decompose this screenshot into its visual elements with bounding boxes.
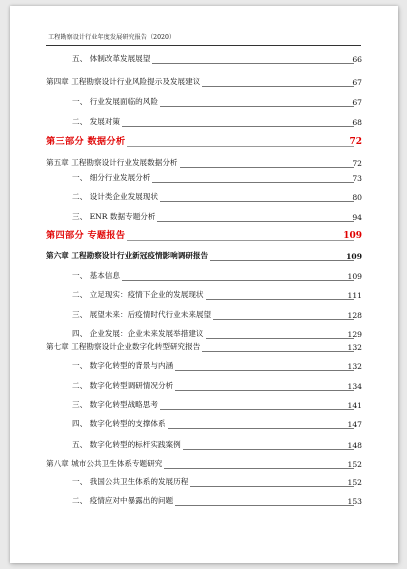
toc-entry-title: 三、 ENR 数据专题分析 — [72, 212, 156, 221]
toc-page-number: 111 — [347, 291, 362, 300]
toc-entry-title: 一、 基本信息 — [72, 271, 120, 280]
toc-entry-title: 第三部分 数据分析 — [46, 133, 127, 147]
toc-chapter-entry[interactable] — [10, 158, 398, 170]
toc-page-number: 94 — [352, 213, 362, 222]
toc-section-entry[interactable] — [10, 117, 398, 129]
toc-page-number: 129 — [347, 330, 362, 339]
toc-entry-title: 三、 数字化转型战略思考 — [72, 400, 158, 409]
toc-page-number: 73 — [352, 174, 362, 183]
toc-chapter-entry[interactable] — [10, 459, 398, 471]
toc-section-entry[interactable] — [10, 271, 398, 283]
toc-entry-title: 三、 展望未来：后疫情时代行业未来展望 — [72, 310, 212, 319]
toc-page-number: 80 — [352, 193, 362, 202]
toc-chapter-entry[interactable] — [10, 77, 398, 89]
toc-entry-title: 二、 发展对策 — [72, 117, 120, 126]
toc-page-number: 132 — [347, 362, 362, 371]
toc-page-number: 132 — [347, 343, 362, 352]
toc-section-entry[interactable] — [10, 400, 398, 412]
toc-entry-title: 第八章 城市公共卫生体系专题研究 — [46, 459, 163, 468]
toc-page-number: 109 — [347, 272, 362, 281]
toc-entry-title: 二、 设计类企业发展现状 — [72, 192, 158, 201]
toc-section-entry[interactable] — [10, 97, 398, 109]
toc-entry-title: 一、 细分行业发展分析 — [72, 173, 151, 182]
toc-section-entry[interactable] — [10, 381, 398, 393]
toc-section-entry[interactable] — [10, 361, 398, 373]
document-page — [10, 6, 398, 563]
toc-entry-title: 二、 疫情应对中暴露出的问题 — [72, 496, 174, 505]
toc-entry-title: 第四章 工程勘察设计行业风险提示及发展建议 — [46, 77, 201, 86]
toc-page-number: 152 — [347, 478, 362, 487]
toc-entry-title: 二、 数字化转型调研情况分析 — [72, 381, 174, 390]
toc-page-number: 134 — [347, 382, 362, 391]
toc-section-entry[interactable] — [10, 310, 398, 322]
toc-section-entry[interactable] — [10, 192, 398, 204]
toc-section-entry[interactable] — [10, 173, 398, 185]
running-header: 工程勘察设计行业年度发展研究报告（2020） — [48, 34, 176, 41]
toc-page-number: 152 — [347, 460, 362, 469]
toc-page-number: 68 — [352, 118, 362, 127]
toc-section-entry[interactable] — [10, 477, 398, 489]
toc-entry-title: 第四部分 专题报告 — [46, 227, 127, 241]
toc-entry-title: 四、 企业发展：企业未来发展举措建议 — [72, 329, 204, 338]
toc-chapter-entry[interactable] — [10, 251, 398, 263]
toc-entry-title: 一、 行业发展面临的风险 — [72, 97, 158, 106]
toc-page-number: 72 — [349, 137, 362, 147]
toc-page-number: 128 — [347, 311, 362, 320]
toc-section-entry[interactable] — [10, 54, 398, 66]
table-of-contents — [10, 6, 398, 563]
toc-entry-title: 第七章 工程勘察设计企业数字化转型研究报告 — [46, 342, 201, 351]
toc-entry-title: 第五章 工程勘察设计行业发展数据分析 — [46, 158, 178, 167]
toc-page-number: 72 — [352, 159, 362, 168]
toc-page-number: 67 — [352, 78, 362, 87]
toc-page-number: 148 — [347, 441, 362, 450]
toc-entry-title: 第六章 工程勘察设计行业新冠疫情影响调研报告 — [46, 251, 209, 260]
toc-entry-title: 五、 数字化转型的标杆实践案例 — [72, 440, 181, 449]
toc-chapter-entry[interactable] — [10, 342, 398, 354]
toc-page-number: 141 — [347, 401, 362, 410]
toc-section-entry[interactable] — [10, 496, 398, 508]
toc-entry-title: 四、 数字化转型的支撑体系 — [72, 419, 166, 428]
toc-section-entry[interactable] — [10, 329, 398, 341]
toc-entry-title: 一、 数字化转型的背景与内涵 — [72, 361, 174, 370]
toc-page-number: 147 — [347, 420, 362, 429]
toc-page-number: 109 — [346, 252, 362, 261]
toc-section-entry[interactable] — [10, 440, 398, 452]
toc-page-number: 66 — [352, 55, 362, 64]
toc-page-number: 67 — [352, 98, 362, 107]
toc-page-number: 153 — [347, 497, 362, 506]
toc-entry-title: 五、 体制改革发展展望 — [72, 54, 151, 63]
toc-entry-title: 一、 我国公共卫生体系的发展历程 — [72, 477, 189, 486]
toc-section-entry[interactable] — [10, 212, 398, 224]
toc-section-entry[interactable] — [10, 419, 398, 431]
toc-page-number: 109 — [343, 231, 362, 241]
toc-part-entry[interactable] — [10, 137, 398, 149]
toc-part-entry[interactable] — [10, 231, 398, 243]
toc-section-entry[interactable] — [10, 290, 398, 302]
toc-entry-title: 二、 立足现实：疫情下企业的发展现状 — [72, 290, 204, 299]
